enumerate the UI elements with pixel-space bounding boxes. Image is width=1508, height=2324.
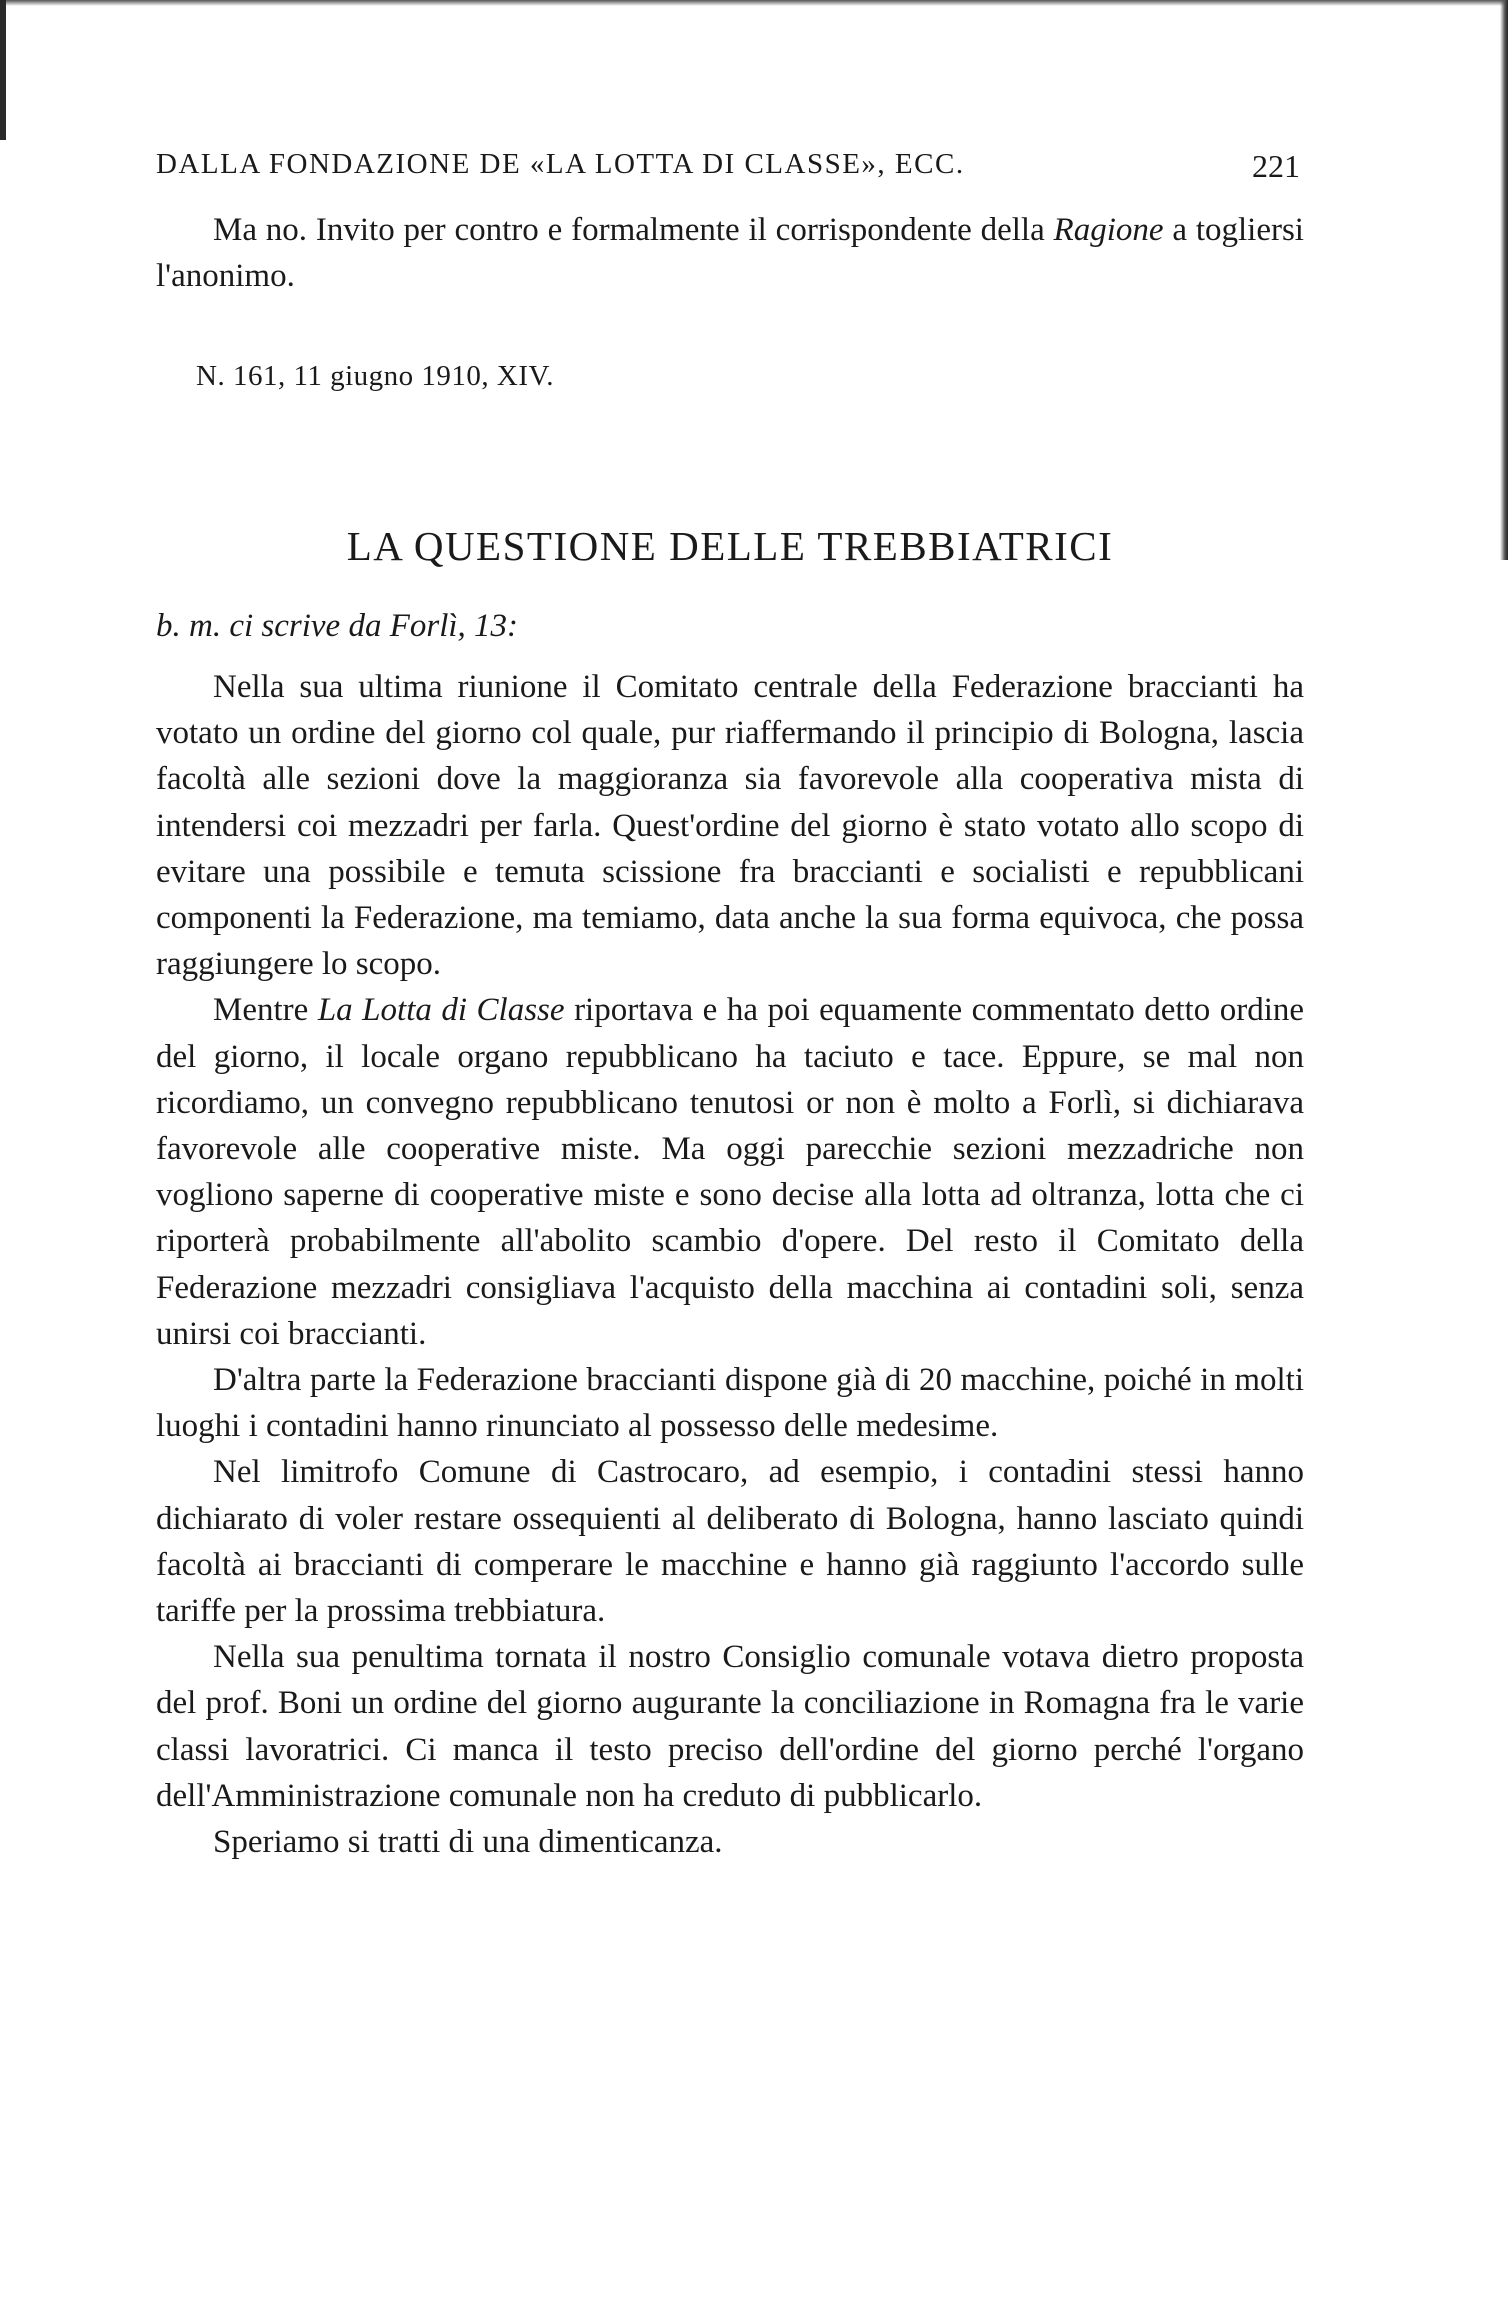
scan-shadow-top xyxy=(0,0,1508,6)
article-byline: b. m. ci scrive da Forlì, 13: xyxy=(156,608,519,644)
scan-shadow-left xyxy=(0,0,6,140)
article-body xyxy=(156,664,1304,1865)
paragraph-2-start: Mentre xyxy=(213,992,318,1029)
issue-citation: N. 161, 11 giugno 1910, XIV. xyxy=(196,360,554,392)
intro-text-start: Ma no. Invito per contro e formalmente il corrispondente della xyxy=(213,212,1054,248)
intro-text-end: a togliersi l'anonimo. xyxy=(156,212,1304,295)
paragraph-1: Nella sua ultima riunione il Comitato centrale della Federazione braccianti ha votato un ordine del giorno col quale, pur riaffermando il principio di Bologna, lascia facoltà alle sezioni dove la maggioranza sia favorevole alla cooperativa mista di intendersi coi mezzadri per farla. Quest'ordine del giorno è stato votato allo scopo di evitare una possibile e temuta scissione fra braccianti e socialisti e repubblicani componenti la Federazione, ma temiamo, data anche la sua forma equivoca, che possa raggiungere lo scopo. xyxy=(156,669,1304,983)
newspaper-name: Ragione xyxy=(1053,212,1164,248)
intro-paragraph xyxy=(156,207,1304,299)
intro-text xyxy=(156,207,1304,299)
paragraph-4: Nel limitrofo Comune di Castrocaro, ad esempio, i contadini stessi hanno dichiarato di voler restare ossequienti al deliberato di Bologna, hanno lasciato quindi facoltà ai braccianti di comperare le macchine e hanno già raggiunto l'accordo sulle tariffe per la prossima trebbiatura. xyxy=(156,1454,1304,1630)
running-head xyxy=(156,148,1300,188)
article-title: LA QUESTIONE DELLE TREBBIATRICI xyxy=(346,523,1114,569)
newspaper-title-italic: La Lotta di Classe xyxy=(317,992,565,1029)
scan-shadow-right xyxy=(1500,0,1508,560)
paragraph-2-end: riportava e ha poi equamente commentato detto ordine del giorno, il locale organo repubblicano ha taciuto e tace. Eppure, se mal non ricordiamo, un convegno repubblicano tenutosi or non è molto a Forlì, si dichiarava favorevole alle cooperative miste. Ma oggi parecchie sezioni mezzadriche non vogliono saperne di cooperative miste e sono decise alla lotta ad oltranza, lotta che ci riporterà probabilmente all'abolito scambio d'opere. Del resto il Comitato della Federazione mezzadri consigliava l'acquisto della macchina ai contadini soli, senza unirsi coi braccianti. xyxy=(156,992,1305,1352)
paragraph-5: Nella sua penultima tornata il nostro Consiglio comunale votava dietro proposta del prof. Boni un ordine del giorno augurante la conciliazione in Romagna fra le varie classi lavoratrici. Ci manca il testo preciso dell'ordine del giorno perché l'organo dell'Amministrazione comunale non ha creduto di pubblicarlo. xyxy=(156,1639,1304,1814)
paragraph-6: Speriamo si tratti di una dimenticanza. xyxy=(213,1824,723,1861)
page-number: 221 xyxy=(1252,148,1300,184)
paragraph-3: D'altra parte la Federazione braccianti dispone già di 20 macchine, poiché in molti luoghi i contadini hanno rinunciato al possesso delle medesime. xyxy=(156,1362,1304,1445)
running-head-title: DALLA FONDAZIONE DE «LA LOTTA DI CLASSE», ECC. xyxy=(156,148,965,180)
paragraph-2 xyxy=(156,987,1304,1357)
